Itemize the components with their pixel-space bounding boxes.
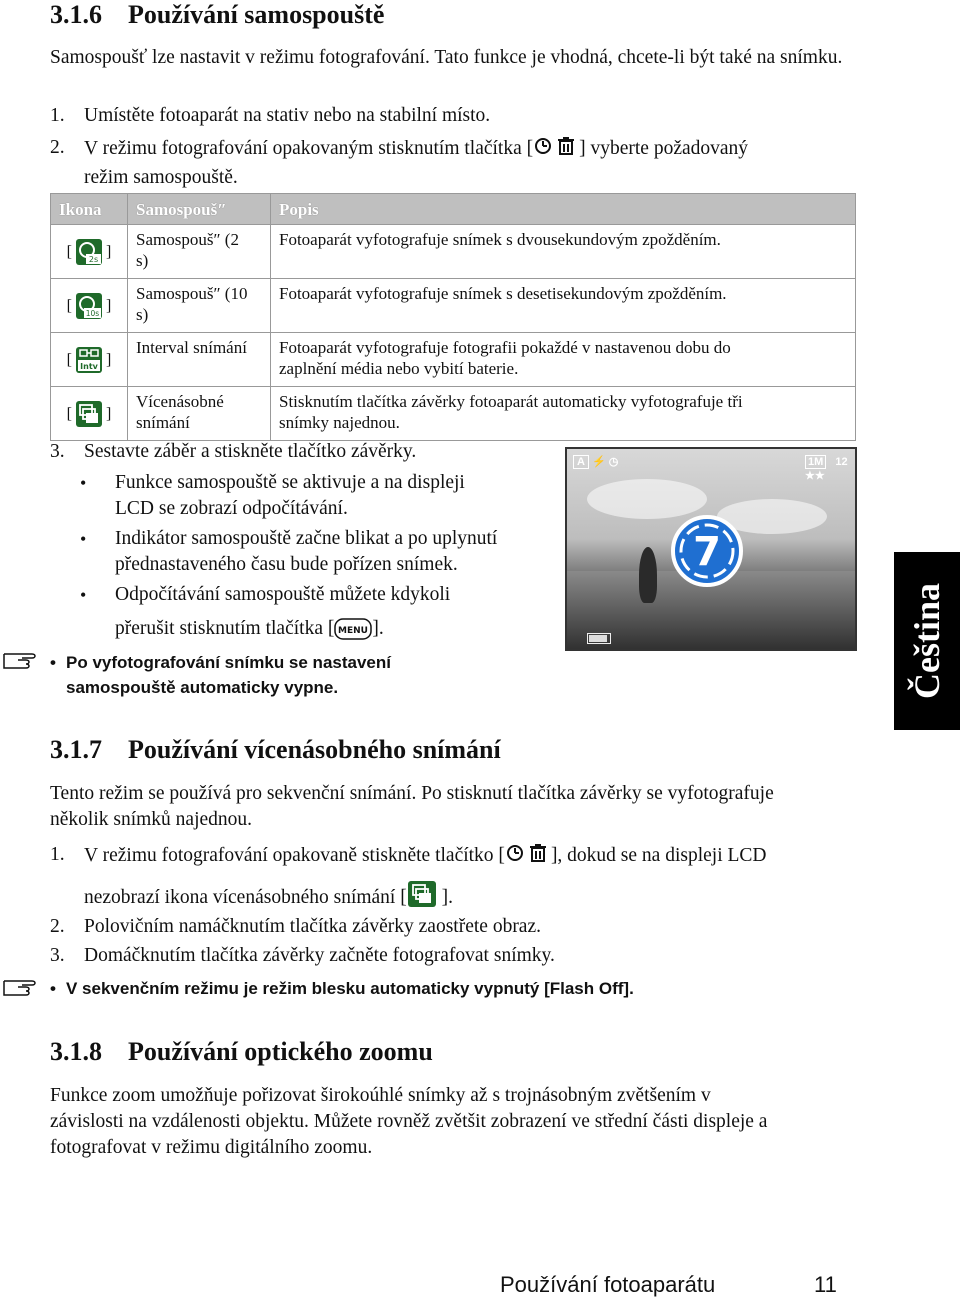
- self-timer-icon: ◷: [608, 456, 619, 468]
- intro-paragraph-continuous: Tento režim se používá pro sekvenční snímání. Po stisknutí tlačítka závěrky se vyfotografuje několik snímků najednou.: [50, 783, 774, 830]
- countdown-icon: [669, 513, 745, 594]
- self-timer-mode-table: [50, 193, 856, 441]
- battery-icon: [587, 633, 611, 644]
- flash-icon: ⚡: [592, 456, 606, 468]
- step-3: 3. Sestavte záběr a stiskněte tlačítko závěrky.: [50, 441, 417, 462]
- table-row: [ 10s ] Samospouš″ (10 s) Fotoaparát vyfotografuje snímek s desetisekundovým zpožděním.: [51, 279, 856, 333]
- svg-text:MENU: MENU: [338, 625, 369, 636]
- step-1: 1. Umístěte fotoaparát na stativ nebo na stabilní místo.: [50, 105, 491, 126]
- remaining-shots: 12: [835, 456, 848, 468]
- resolution-badge: 1M: [805, 455, 826, 469]
- language-tab: Čeština: [894, 552, 960, 730]
- note-hand-icon: [2, 975, 46, 1002]
- continuous-step-3: 3. Domáčknutím tlačítka závěrky začněte fotografovat snímky.: [50, 945, 555, 966]
- table-header-description: Popis: [271, 194, 856, 225]
- section-heading-3-1-6: 3.1.6 Používání samospouště: [50, 0, 385, 29]
- footer-title: Používání fotoaparátu: [500, 1272, 716, 1297]
- bullet-list: [80, 470, 560, 652]
- svg-text:Intv: Intv: [80, 361, 98, 371]
- continuous-step-1-continued: nezobrazí ikona vícenásobného snímání [ ].: [84, 880, 453, 917]
- self-timer-delete-button-icon: [533, 134, 579, 165]
- svg-text:2s: 2s: [88, 254, 99, 264]
- menu-button-icon: [334, 618, 372, 648]
- intro-paragraph: Samospoušť lze nastavit v režimu fotografování. Tato funkce je vhodná, chcete-li být také na snímku.: [50, 47, 843, 68]
- quality-stars: ★★: [805, 470, 825, 482]
- scene-mode-icon: A: [573, 455, 589, 469]
- svg-text:7: 7: [693, 529, 721, 575]
- zoom-paragraph: Funkce zoom umožňuje pořizovat širokoúhlé snímky až s trojnásobným zvětšením v závislosti na vzdálenosti objektu. Můžete rovněž zvětšit zobrazení ve střední části displeje a fotografovat v režimu digitálního zoomu.: [50, 1085, 768, 1158]
- lcd-preview-image: [565, 447, 857, 651]
- timer-10s-icon: [76, 293, 102, 319]
- step-2-continued: režim samospouště.: [84, 167, 238, 188]
- svg-text:10s: 10s: [85, 308, 100, 318]
- list-item: • Funkce samospouště se aktivuje a na displeji LCD se zobrazí odpočítávání.: [80, 472, 465, 519]
- continuous-shot-icon: [407, 880, 437, 917]
- list-item: • Odpočítávání samospouště můžete kdykoli přerušit stisknutím tlačítka [ MENU ].: [80, 582, 560, 652]
- step-2: 2. V režimu fotografování opakovaným stisknutím tlačítka [ ] vyberte požadovaný: [50, 134, 880, 162]
- interval-icon: [76, 347, 102, 373]
- page-number: 11: [814, 1272, 837, 1297]
- section-heading-3-1-8: 3.1.8 Používání optického zoomu: [50, 1037, 433, 1066]
- continuous-step-1: 1. V režimu fotografování opakovaně stiskněte tlačítko [ ], dokud se na displeji LCD: [50, 841, 890, 869]
- continuous-step-2: 2. Polovičním namáčknutím tlačítka závěrky zaostřete obraz.: [50, 916, 541, 937]
- table-row: [ ] Vícenásobné snímání Stisknutím tlačítka závěrky fotoaparát automaticky vyfotografuje tři snímky najednou.: [51, 387, 856, 441]
- timer-2s-icon: [76, 239, 102, 265]
- table-header-icon: Ikona: [51, 194, 128, 225]
- self-timer-delete-button-icon: [505, 841, 551, 872]
- table-row: [ Intv ] Interval snímání Fotoaparát vyfotografuje fotografii pokaždé v nastavenou dobu do zaplnění média nebo vybití baterie.: [51, 333, 856, 387]
- continuous-shot-icon: [76, 401, 102, 427]
- table-header-mode: Samospouš″: [128, 194, 271, 225]
- tree-silhouette: [639, 547, 657, 603]
- note-hand-icon: [2, 648, 46, 675]
- list-item: • Indikátor samospouště začne blikat a po uplynutí přednastaveného času bude pořízen snímek.: [80, 528, 498, 575]
- lcd-status-icons: [573, 455, 618, 469]
- section-heading-3-1-7: 3.1.7 Používání vícenásobného snímání: [50, 735, 501, 764]
- table-row: [ 2s ] Samospouš″ (2 s) Fotoaparát vyfotografuje snímek s dvousekundovým zpožděním.: [51, 225, 856, 279]
